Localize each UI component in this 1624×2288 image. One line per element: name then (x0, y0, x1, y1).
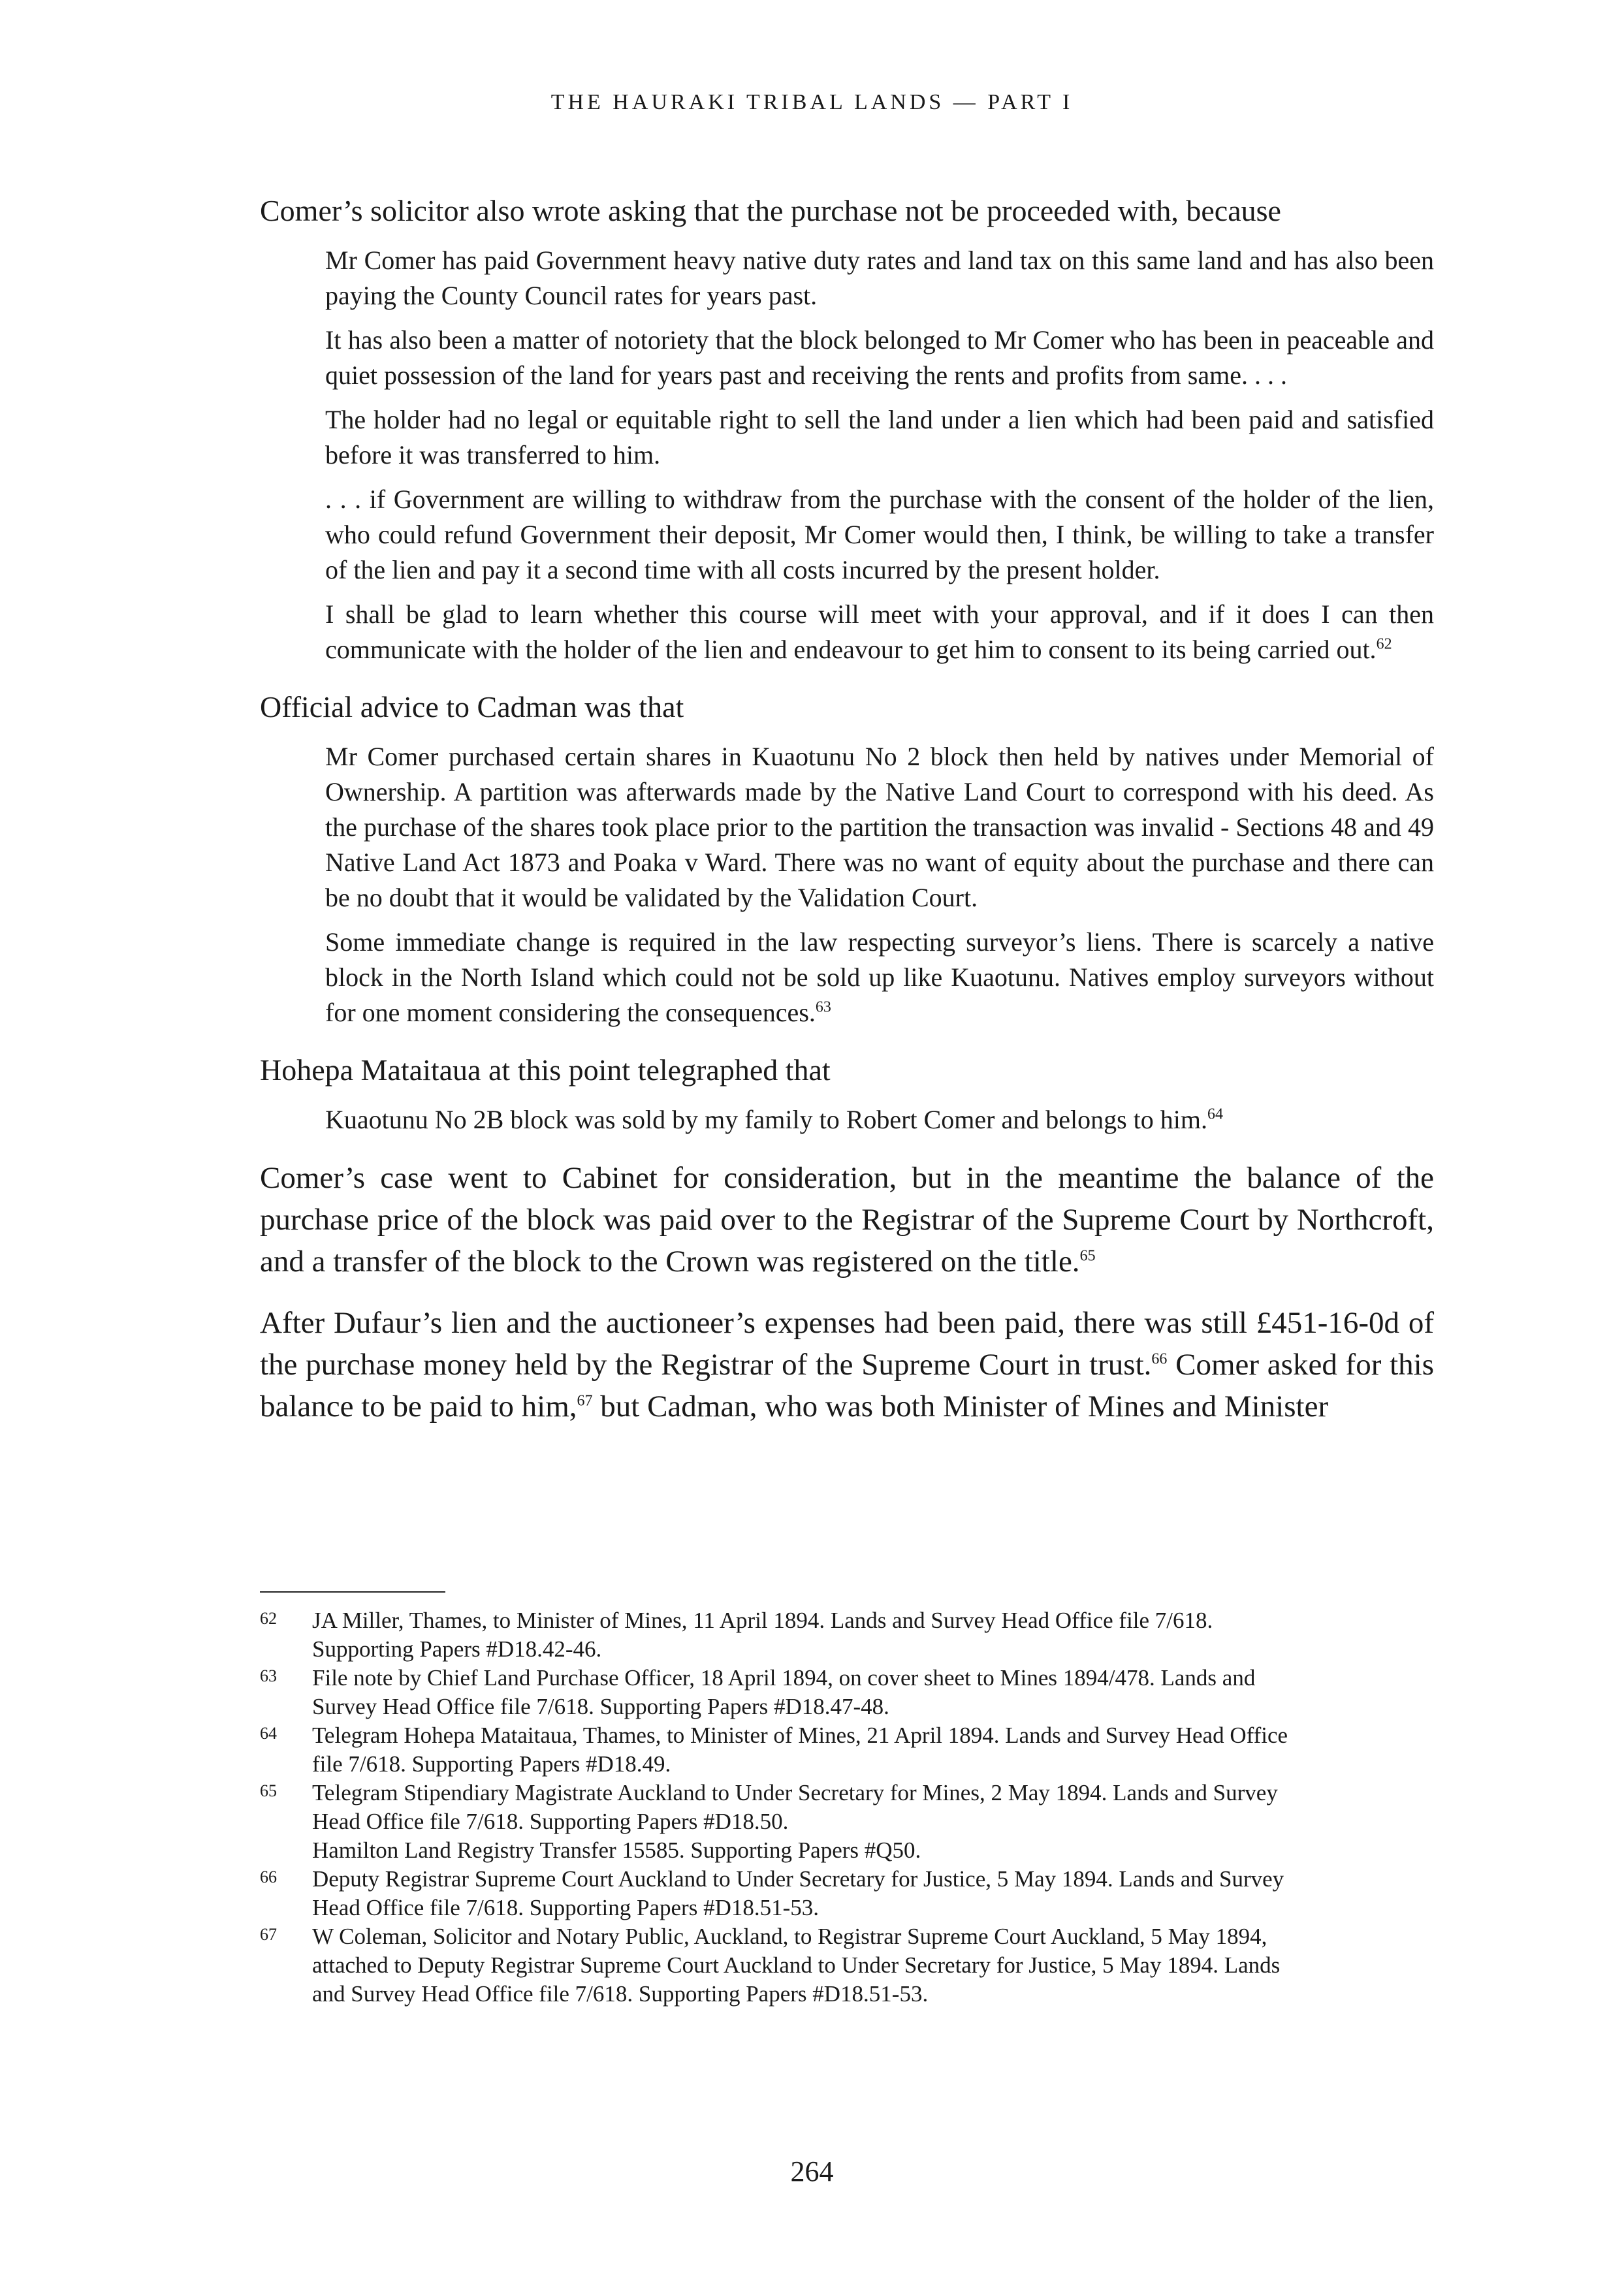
main-text (260, 191, 1434, 1447)
footnote (260, 1606, 1434, 1664)
footnote-ref[interactable]: 63 (815, 998, 831, 1016)
paragraph-text: Comer’s case went to Cabinet for consideration, but in the meantime the balance of the purchase price of the block was paid over to the Registrar of the Supreme Court by Northcroft, and a transfer of the block to the Crown was registered on the title. (260, 1161, 1434, 1279)
body-paragraph (260, 1157, 1434, 1282)
footnote-line: File note by Chief Land Purchase Officer, 18 April 1894, on cover sheet to Mines 1894/478. Lands and (312, 1665, 1256, 1691)
block-quote (325, 243, 1434, 313)
footnote-text (312, 1606, 1434, 1664)
footnote-number: 64 (260, 1724, 277, 1743)
paragraph-text: Comer’s solicitor also wrote asking that the purchase not be proceeded with, because (260, 194, 1281, 227)
footnote-text (312, 1664, 1434, 1721)
footnote-line: JA Miller, Thames, to Minister of Mines, 11 April 1894. Lands and Survey Head Office file 7/618. (312, 1608, 1213, 1633)
footnote (260, 1779, 1434, 1865)
footnote-line: attached to Deputy Registrar Supreme Court Auckland to Under Secretary for Justice, 5 May 1894. Lands (312, 1952, 1281, 1978)
footnote-line: Supporting Papers #D18.42-46. (312, 1636, 602, 1662)
block-quote (325, 1102, 1434, 1137)
quote-text: Mr Comer has paid Government heavy native duty rates and land tax on this same land and has also been paying the County Council rates for years past. (325, 246, 1434, 310)
paragraph-text: Comer asked for this balance to be paid to him, (260, 1348, 1434, 1423)
lead-paragraph (260, 191, 1434, 231)
paragraph-text: After Dufaur’s lien and the auctioneer’s expenses had been paid, there was still £451-16-0d of the purchase money held by the Registrar of the Supreme Court in trust. (260, 1306, 1434, 1382)
footnote-divider (260, 1591, 445, 1593)
body-paragraph (260, 1302, 1434, 1427)
block-quote (325, 597, 1434, 667)
footnote-number: 66 (260, 1867, 277, 1886)
block-quote (325, 482, 1434, 588)
footnote-number: 65 (260, 1781, 277, 1800)
footnote (260, 1721, 1434, 1779)
lead-paragraph (260, 1050, 1434, 1090)
footnote-number: 63 (260, 1666, 277, 1685)
quote-text: I shall be glad to learn whether this course will meet with your approval, and if it does I can then communicate with the holder of the lien and endeavour to get him to consent to its being carried out. (325, 599, 1434, 664)
block-quote (325, 402, 1434, 473)
footnote (260, 1664, 1434, 1721)
footnote-ref[interactable]: 65 (1079, 1247, 1096, 1265)
footnote-line: Head Office file 7/618. Supporting Papers #D18.51-53. (312, 1895, 820, 1920)
block-quote (325, 925, 1434, 1030)
footnote-line: W Coleman, Solicitor and Notary Public, Auckland, to Registrar Supreme Court Auckland, 5 May 1894, (312, 1924, 1267, 1949)
footnote-ref[interactable]: 66 (1151, 1350, 1168, 1368)
block-quote (325, 739, 1434, 915)
footnote-text (312, 1721, 1434, 1779)
quote-text: The holder had no legal or equitable right to sell the land under a lien which had been paid and satisfied before it was transferred to him. (325, 405, 1434, 469)
footnote-line: Survey Head Office file 7/618. Supporting Papers #D18.47-48. (312, 1694, 889, 1719)
footnote-line: Telegram Stipendiary Magistrate Auckland to Under Secretary for Mines, 2 May 1894. Lands and Survey (312, 1780, 1278, 1805)
lead-paragraph (260, 687, 1434, 727)
footnote-line: Head Office file 7/618. Supporting Papers #D18.50. (312, 1809, 789, 1834)
page-number: 264 (790, 2155, 834, 2187)
footnote-number: 67 (260, 1925, 277, 1944)
paragraph-text: Official advice to Cadman was that (260, 690, 684, 723)
footnote-line: Deputy Registrar Supreme Court Auckland to Under Secretary for Justice, 5 May 1894. Lands and Survey (312, 1866, 1284, 1892)
footnote-ref[interactable]: 64 (1207, 1105, 1223, 1123)
paragraph-text: but Cadman, who was both Minister of Mines and Minister (592, 1390, 1329, 1423)
quote-text: Kuaotunu No 2B block was sold by my family to Robert Comer and belongs to him. (325, 1105, 1207, 1134)
footnote (260, 1865, 1434, 1922)
footnote-text (312, 1865, 1434, 1922)
block-quote (325, 323, 1434, 393)
footnote-line: Telegram Hohepa Mataitaua, Thames, to Minister of Mines, 21 April 1894. Lands and Survey Head Office (312, 1723, 1288, 1748)
quote-text: Mr Comer purchased certain shares in Kuaotunu No 2 block then held by natives under Memorial of Ownership. A partition was afterwards made by the Native Land Court to correspond with his deed. As the purchase of the shares took place prior to the partition the transaction was invalid - Sections 48 and 49 Native Land Act 1873 and Poaka v Ward. There was no want of equity about the purchase and there can be no doubt that it would be validated by the Validation Court. (325, 742, 1434, 912)
quote-text: It has also been a matter of notoriety that the block belonged to Mr Comer who has been in peaceable and quiet possession of the land for years past and receiving the rents and profits from same. . . . (325, 325, 1434, 390)
paragraph-text: Hohepa Mataitaua at this point telegraphed that (260, 1053, 831, 1087)
footnote-line: Hamilton Land Registry Transfer 15585. Supporting Papers #Q50. (312, 1837, 921, 1863)
footnote-line: file 7/618. Supporting Papers #D18.49. (312, 1751, 671, 1777)
running-head: THE HAURAKI TRIBAL LANDS — PART I (550, 90, 1074, 114)
quote-text: . . . if Government are willing to withdraw from the purchase with the consent of the holder of the lien, who could refund Government their deposit, Mr Comer would then, I think, be willing to take a transfer of the lien and pay it a second time with all costs incurred by the present holder. (325, 485, 1434, 584)
footnotes (260, 1606, 1434, 2009)
footnote-text (312, 1922, 1434, 2009)
footnote-ref[interactable]: 67 (577, 1392, 593, 1410)
footnote-ref[interactable]: 62 (1376, 635, 1392, 653)
quote-text: Some immediate change is required in the law respecting surveyor’s liens. There is scarcely a native block in the North Island which could not be sold up like Kuaotunu. Natives employ surveyors without for one moment considering the consequences. (325, 927, 1434, 1027)
footnote (260, 1922, 1434, 2009)
footnote-number: 62 (260, 1609, 277, 1628)
footnote-line: and Survey Head Office file 7/618. Supporting Papers #D18.51-53. (312, 1981, 929, 2007)
footnote-text (312, 1779, 1434, 1865)
